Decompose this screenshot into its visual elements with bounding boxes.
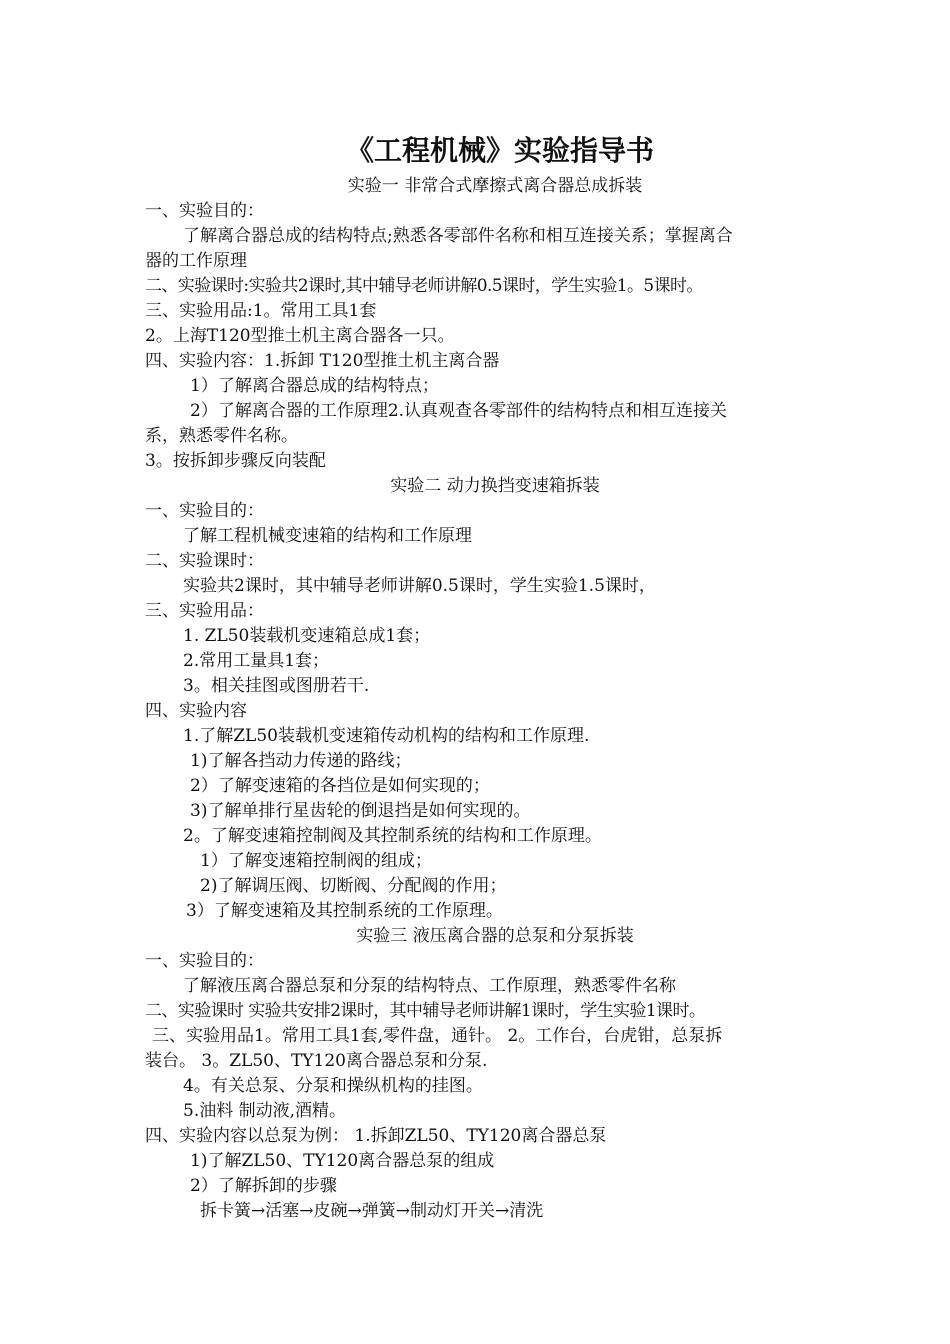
text-line: 3）了解变速箱及其控制系统的工作原理。 [186,901,503,921]
text-line: 二、实验课时:实验共2课时,其中辅导老师讲解0.5课时，学生实验1。5课时。 [145,276,703,296]
text-line: 一、实验目的： [145,951,264,971]
text-line: 2。了解变速箱控制阀及其控制系统的结构和工作原理。 [183,826,602,846]
text-line: 4。有关总泵、分泵和操纵机构的挂图。 [183,1076,483,1096]
text-line: 2）了解变速箱的各挡位是如何实现的； [190,776,490,796]
text-line: 3。按拆卸步骤反向装配 [145,451,326,471]
text-line: 1）了解变速箱控制阀的组成； [200,851,432,871]
text-line: 系，熟悉零件名称。 [145,426,298,446]
text-line: 器的工作原理 [145,251,247,271]
text-line: 二、实验课时： [145,551,264,571]
text-line: 装台。 3。ZL50、TY120离合器总泵和分泵. [145,1051,488,1071]
experiment-2-heading: 实验二 动力换挡变速箱拆装 [390,476,600,496]
text-line: 2）了解拆卸的步骤 [190,1176,337,1196]
text-line: 实验共2课时，其中辅导老师讲解0.5课时，学生实验1.5课时， [183,576,656,596]
text-line: 拆卡簧→活塞→皮碗→弹簧→制动灯开关→清洗 [200,1201,544,1221]
text-line: 一、实验目的： [145,501,264,521]
text-line: 2）了解离合器的工作原理2.认真观查各零部件的结构特点和相互连接关 [190,401,728,421]
text-line: 一、实验目的： [145,201,264,221]
text-line: 3。相关挂图或图册若干. [183,676,370,696]
text-line: 1)了解各挡动力传递的路线； [190,751,412,771]
experiment-1-heading: 实验一 非常合式摩擦式离合器总成拆装 [347,176,643,196]
text-line: 三、实验用品： [145,601,264,621]
text-line: 1.了解ZL50装载机变速箱传动机构的结构和工作原理. [183,726,590,746]
text-line: 三、实验用品1。常用工具1套,零件盘，通针。 2。工作台，台虎钳，总泵拆 [152,1026,723,1046]
text-line: 了解液压离合器总泵和分泵的结构特点、工作原理，熟悉零件名称 [183,976,676,996]
text-line: 2。上海T120型推土机主离合器各一只。 [145,326,455,346]
text-line: 二、实验课时 实验共安排2课时，其中辅导老师讲解1课时，学生实验1课时。 [145,1001,706,1021]
text-line: 1)了解ZL50、TY120离合器总泵的组成 [190,1151,495,1171]
text-line: 了解工程机械变速箱的结构和工作原理 [183,526,472,546]
text-line: 5.油料 制动液,酒精。 [183,1101,347,1121]
text-line: 四、实验内容：1.拆卸 T120型推土机主离合器 [145,351,500,371]
text-line: 四、实验内容 [145,701,247,721]
experiment-3-heading: 实验三 液压离合器的总泵和分泵拆装 [356,926,634,946]
text-line: 了解离合器总成的结构特点;熟悉各零部件名称和相互连接关系；掌握离合 [183,226,733,246]
text-line: 四、实验内容以总泵为例： 1.拆卸ZL50、TY120离合器总泵 [145,1126,607,1146]
text-line: 三、实验用品:1。常用工具1套 [145,301,377,321]
document-title: 《工程机械》实验指导书 [345,134,654,167]
text-line: 2.常用工量具1套； [183,651,330,671]
text-line: 3)了解单排行星齿轮的倒退挡是如何实现的。 [190,801,531,821]
text-line: 1. ZL50装载机变速箱总成1套； [183,626,431,646]
text-line: 1）了解离合器总成的结构特点； [190,376,439,396]
text-line: 2)了解调压阀、切断阀、分配阀的作用； [200,876,507,896]
